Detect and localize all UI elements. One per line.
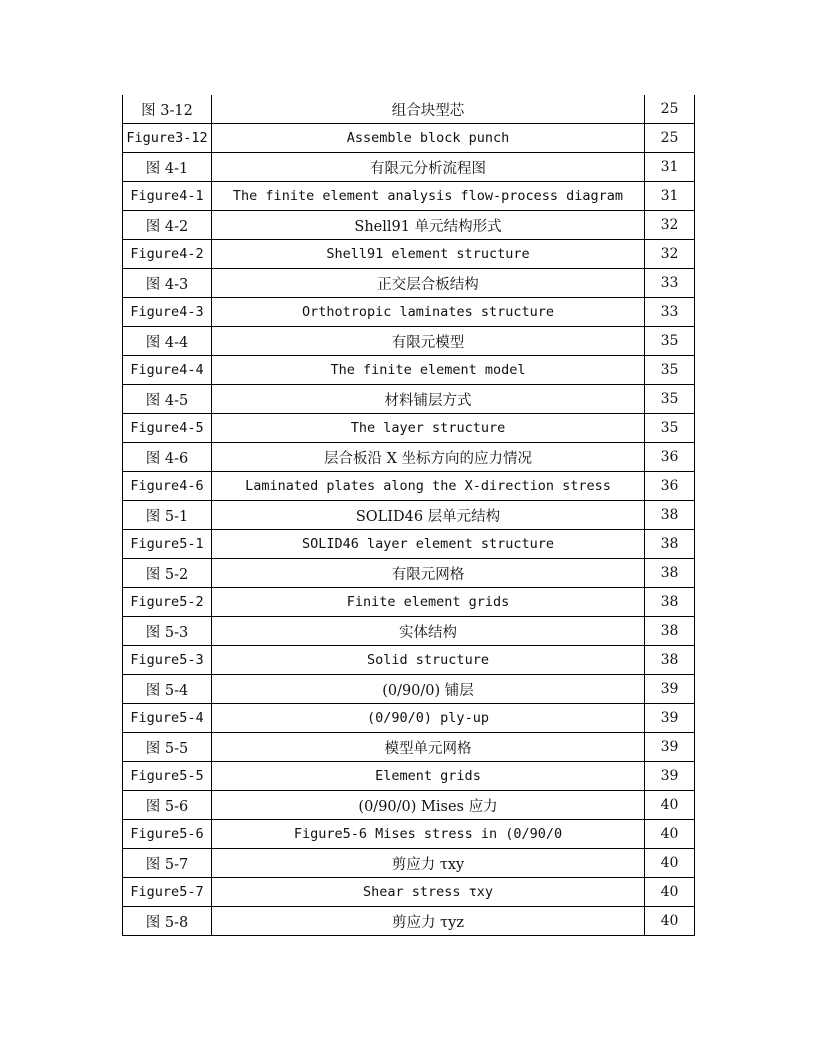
figure-title-cell: (0/90/0) Mises 应力 xyxy=(212,791,645,820)
page-number-cell: 25 xyxy=(645,124,695,153)
figure-title-cell: Shell91 element structure xyxy=(212,240,645,269)
page-number-cell: 38 xyxy=(645,588,695,617)
figure-number-cell: Figure5-4 xyxy=(123,704,212,733)
figure-title-cell: Orthotropic laminates structure xyxy=(212,298,645,327)
figure-title-cell: Laminated plates along the X-direction stress xyxy=(212,472,645,501)
list-of-figures-table xyxy=(122,95,695,936)
page-number-cell: 35 xyxy=(645,414,695,443)
page-number-cell: 35 xyxy=(645,356,695,385)
page-number-cell: 38 xyxy=(645,501,695,530)
table-row xyxy=(123,153,695,182)
figure-number-cell: Figure4-2 xyxy=(123,240,212,269)
figure-number-cell: 图 4-6 xyxy=(123,443,212,472)
figure-title-cell: The finite element model xyxy=(212,356,645,385)
figures-table-body xyxy=(123,95,695,936)
table-row xyxy=(123,617,695,646)
figure-title-cell: Element grids xyxy=(212,762,645,791)
page-number-cell: 39 xyxy=(645,704,695,733)
figure-title-cell: 有限元分析流程图 xyxy=(212,153,645,182)
table-row xyxy=(123,878,695,907)
figure-title-cell: (0/90/0) ply-up xyxy=(212,704,645,733)
table-row xyxy=(123,240,695,269)
table-row xyxy=(123,211,695,240)
figure-title-cell: The layer structure xyxy=(212,414,645,443)
figure-number-cell: Figure4-6 xyxy=(123,472,212,501)
page-number-cell: 39 xyxy=(645,762,695,791)
figure-title-cell: SOLID46 层单元结构 xyxy=(212,501,645,530)
table-row xyxy=(123,124,695,153)
table-row xyxy=(123,820,695,849)
figure-number-cell: 图 5-1 xyxy=(123,501,212,530)
page-number-cell: 38 xyxy=(645,530,695,559)
figure-title-cell: Solid structure xyxy=(212,646,645,675)
page-number-cell: 38 xyxy=(645,559,695,588)
figure-title-cell: Assemble block punch xyxy=(212,124,645,153)
page-number-cell: 40 xyxy=(645,878,695,907)
figure-title-cell: 剪应力 τyz xyxy=(212,907,645,936)
page-number-cell: 35 xyxy=(645,327,695,356)
figure-number-cell: Figure4-1 xyxy=(123,182,212,211)
table-row xyxy=(123,356,695,385)
table-row xyxy=(123,588,695,617)
figure-number-cell: 图 5-5 xyxy=(123,733,212,762)
figure-title-cell: 有限元网格 xyxy=(212,559,645,588)
page-number-cell: 32 xyxy=(645,211,695,240)
figure-title-cell: 材料铺层方式 xyxy=(212,385,645,414)
figure-title-cell: Finite element grids xyxy=(212,588,645,617)
page-number-cell: 33 xyxy=(645,298,695,327)
page-number-cell: 40 xyxy=(645,849,695,878)
table-row xyxy=(123,269,695,298)
figure-number-cell: Figure3-12 xyxy=(123,124,212,153)
figure-number-cell: 图 5-4 xyxy=(123,675,212,704)
figure-number-cell: 图 4-2 xyxy=(123,211,212,240)
figure-title-cell: Shear stress τxy xyxy=(212,878,645,907)
figure-number-cell: Figure5-1 xyxy=(123,530,212,559)
figure-number-cell: 图 5-8 xyxy=(123,907,212,936)
page-number-cell: 31 xyxy=(645,182,695,211)
figure-number-cell: 图 4-5 xyxy=(123,385,212,414)
figure-number-cell: Figure5-2 xyxy=(123,588,212,617)
table-row xyxy=(123,385,695,414)
page-number-cell: 40 xyxy=(645,791,695,820)
table-row xyxy=(123,472,695,501)
page-number-cell: 38 xyxy=(645,646,695,675)
page-number-cell: 40 xyxy=(645,820,695,849)
figure-number-cell: 图 5-2 xyxy=(123,559,212,588)
figure-number-cell: 图 4-4 xyxy=(123,327,212,356)
figure-number-cell: 图 5-6 xyxy=(123,791,212,820)
figure-number-cell: 图 5-7 xyxy=(123,849,212,878)
figure-title-cell: The finite element analysis flow-process diagram xyxy=(212,182,645,211)
table-row xyxy=(123,182,695,211)
figure-title-cell: 有限元模型 xyxy=(212,327,645,356)
figure-number-cell: 图 4-1 xyxy=(123,153,212,182)
table-row xyxy=(123,849,695,878)
figure-number-cell: Figure5-5 xyxy=(123,762,212,791)
table-row xyxy=(123,791,695,820)
page-number-cell: 36 xyxy=(645,443,695,472)
figure-title-cell: 实体结构 xyxy=(212,617,645,646)
table-row xyxy=(123,762,695,791)
figure-title-cell: 剪应力 τxy xyxy=(212,849,645,878)
figure-title-cell: 模型单元网格 xyxy=(212,733,645,762)
page-number-cell: 31 xyxy=(645,153,695,182)
figure-title-cell: Shell91 单元结构形式 xyxy=(212,211,645,240)
figure-number-cell: Figure4-4 xyxy=(123,356,212,385)
table-row xyxy=(123,95,695,124)
figure-title-cell: (0/90/0) 铺层 xyxy=(212,675,645,704)
table-row xyxy=(123,298,695,327)
table-row xyxy=(123,443,695,472)
figure-number-cell: Figure5-6 xyxy=(123,820,212,849)
figure-number-cell: 图 3-12 xyxy=(123,95,212,124)
page-number-cell: 25 xyxy=(645,95,695,124)
page-number-cell: 40 xyxy=(645,907,695,936)
page-number-cell: 39 xyxy=(645,675,695,704)
figure-title-cell: 层合板沿 X 坐标方向的应力情况 xyxy=(212,443,645,472)
table-row xyxy=(123,733,695,762)
figure-number-cell: Figure5-3 xyxy=(123,646,212,675)
figure-number-cell: Figure4-5 xyxy=(123,414,212,443)
figure-number-cell: 图 4-3 xyxy=(123,269,212,298)
figure-number-cell: Figure4-3 xyxy=(123,298,212,327)
table-row xyxy=(123,907,695,936)
table-row xyxy=(123,675,695,704)
figure-number-cell: Figure5-7 xyxy=(123,878,212,907)
table-row xyxy=(123,530,695,559)
table-row xyxy=(123,704,695,733)
figure-title-cell: Figure5-6 Mises stress in (0/90/0 xyxy=(212,820,645,849)
page-number-cell: 35 xyxy=(645,385,695,414)
page-number-cell: 39 xyxy=(645,733,695,762)
figure-title-cell: 正交层合板结构 xyxy=(212,269,645,298)
figure-title-cell: SOLID46 layer element structure xyxy=(212,530,645,559)
table-row xyxy=(123,559,695,588)
page-number-cell: 36 xyxy=(645,472,695,501)
table-row xyxy=(123,327,695,356)
page-number-cell: 32 xyxy=(645,240,695,269)
figure-number-cell: 图 5-3 xyxy=(123,617,212,646)
figure-title-cell: 组合块型芯 xyxy=(212,95,645,124)
table-row xyxy=(123,646,695,675)
table-row xyxy=(123,414,695,443)
page-number-cell: 38 xyxy=(645,617,695,646)
page-number-cell: 33 xyxy=(645,269,695,298)
table-row xyxy=(123,501,695,530)
